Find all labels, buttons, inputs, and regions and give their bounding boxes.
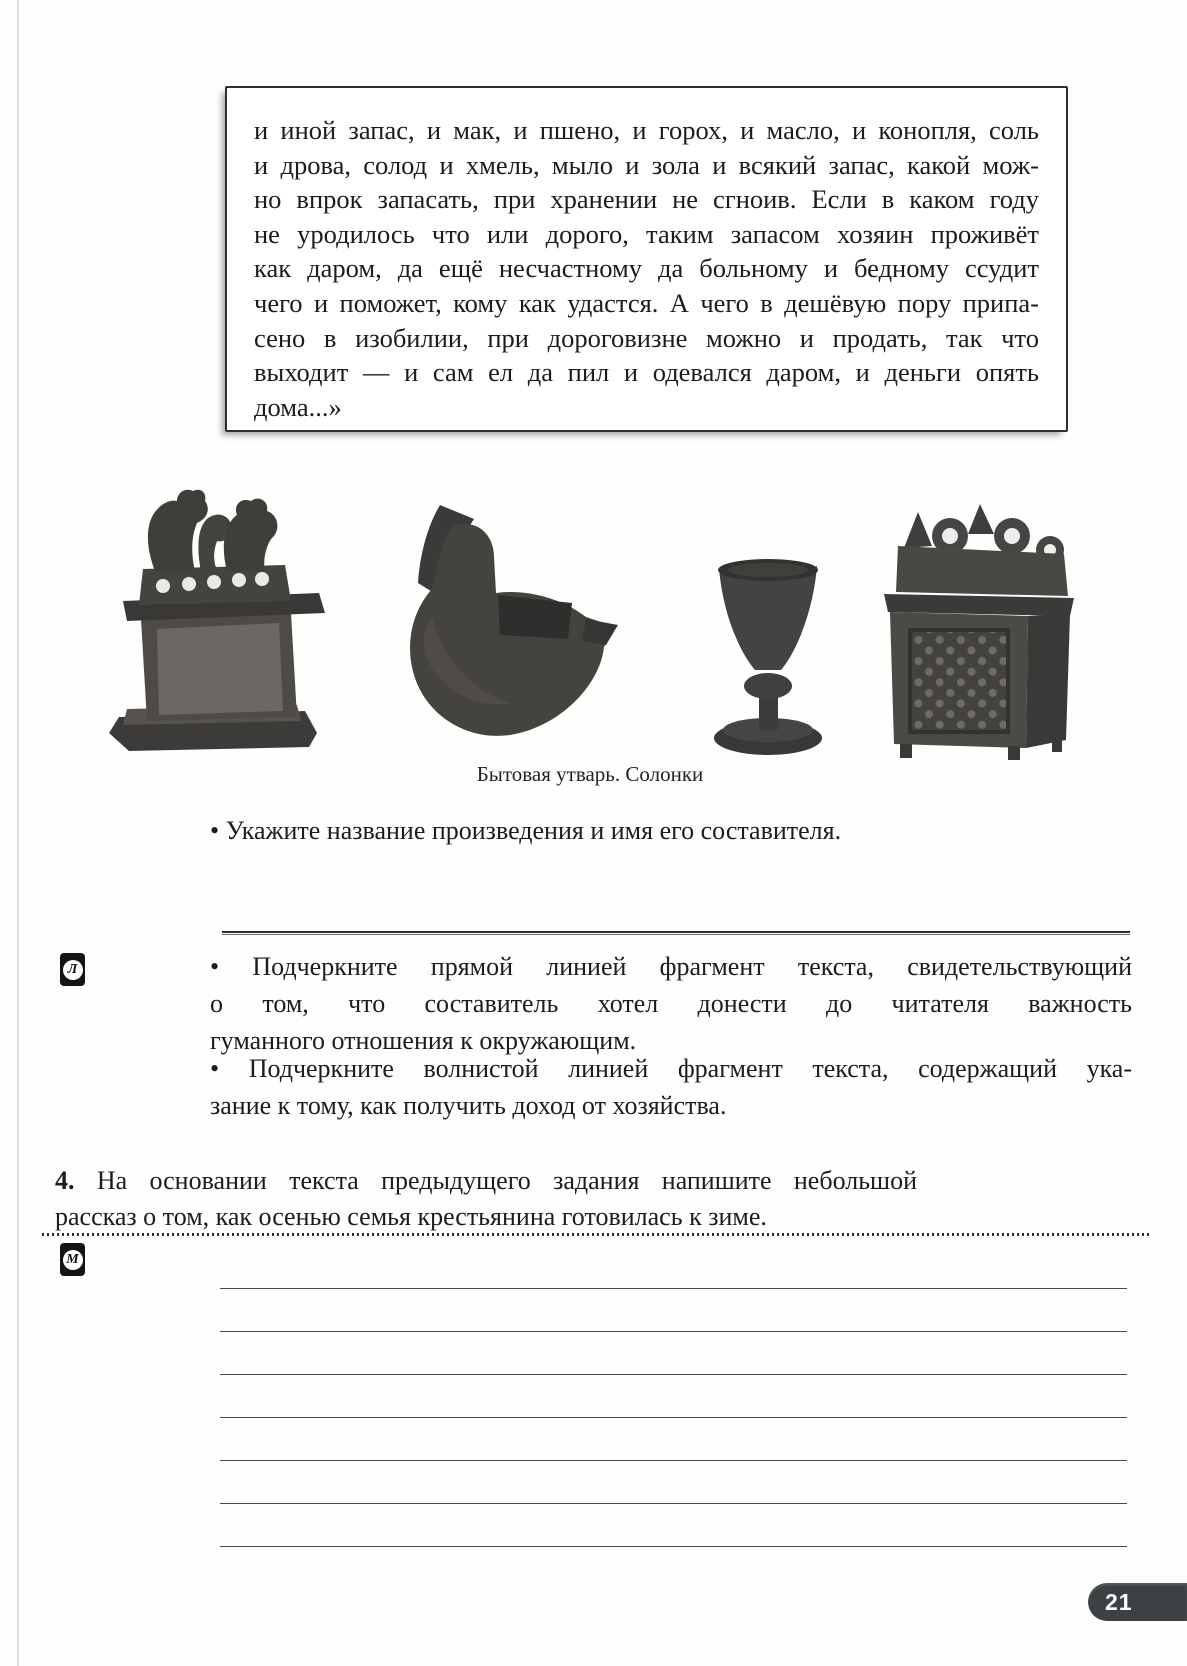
quote-line: сено в изобилии, при дороговизне можно и продать, так что [254, 322, 1039, 353]
task-number: 4. [55, 1166, 75, 1195]
task-marker-m-letter: М [63, 1250, 83, 1270]
bullet-icon: • [210, 816, 220, 845]
quote-box [225, 86, 1068, 432]
task-line [210, 1050, 1132, 1087]
task-line: зание к тому, как получить доход от хозяйства. [210, 1091, 727, 1120]
quote-line: дома...» [254, 391, 342, 422]
quote-line: как даром, да ещё несчастному да больному и бедному ссудит [254, 253, 1039, 284]
task-text: На основании текста предыдущего задания напишите небольшой [96, 1166, 917, 1195]
task-line: о том, что составитель хотел донести до читателя важность [210, 989, 1132, 1018]
task-line: рассказ о том, как осенью семья крестьянина готовилась к зиме. [55, 1202, 767, 1231]
task-bullet-3 [210, 1050, 1132, 1124]
answer-line[interactable] [220, 1288, 1127, 1291]
figure-salt-box-with-horse-heads [93, 465, 330, 757]
task-line [55, 1163, 917, 1199]
scan-artifact-left-line [17, 0, 19, 1666]
section-divider [222, 931, 1130, 935]
answer-line[interactable] [220, 1503, 1127, 1506]
task-line: гуманного отношения к окружающим. [210, 1026, 637, 1055]
task-marker-m-icon [60, 1243, 85, 1276]
task-text: Подчеркните волнистой линией фрагмент текста, содержащий ука- [248, 1054, 1132, 1083]
task-bullet-1 [210, 812, 1132, 849]
page-number-badge [1088, 1583, 1187, 1621]
quote-line: и иной запас, и мак, и пшено, и горох, и масло, и конопля, соль [254, 115, 1039, 145]
answer-line[interactable] [220, 1417, 1127, 1420]
bullet-icon: • [210, 1054, 220, 1083]
figure-goblet-shaped-salt-cellar [710, 556, 828, 758]
task-line [210, 948, 1132, 985]
figure-carved-box-salt-cellar [876, 502, 1083, 762]
bullet-icon: • [210, 952, 220, 981]
answer-line[interactable] [220, 1374, 1127, 1377]
quote-line: чего и поможет, кому как удастся. А чего в дешёвую пору припа- [254, 287, 1039, 318]
task-marker-l-letter: Л [63, 960, 83, 980]
quote-line: но впрок запасать, при хранении не сгноив. Если в каком году [254, 184, 1039, 215]
task-bullet-2 [210, 948, 1132, 1059]
figure-duck-shaped-salt-cellar [362, 497, 620, 747]
task-4 [55, 1163, 917, 1235]
quote-line: выходит — и сам ел да пил и одевался даром, и деньги опять [254, 357, 1039, 388]
dotted-divider [42, 1233, 1152, 1236]
figure-caption: Бытовая утварь. Солонки [476, 762, 704, 786]
task-text: Укажите название произведения и имя его составителя. [225, 816, 842, 845]
answer-line[interactable] [220, 1331, 1127, 1334]
quote-line: и дрова, солод и хмель, мыло и зола и всякий запас, какой мож- [254, 149, 1039, 180]
page-number: 21 [1105, 1588, 1133, 1615]
answer-line[interactable] [220, 1546, 1127, 1549]
task-text: Подчеркните прямой линией фрагмент текста, свидетельствующий [252, 952, 1132, 981]
quote-line: не уродилось что или дорого, таким запасом хозяин проживёт [254, 218, 1039, 249]
task-marker-l-icon [60, 953, 85, 986]
answer-line[interactable] [220, 1460, 1127, 1463]
